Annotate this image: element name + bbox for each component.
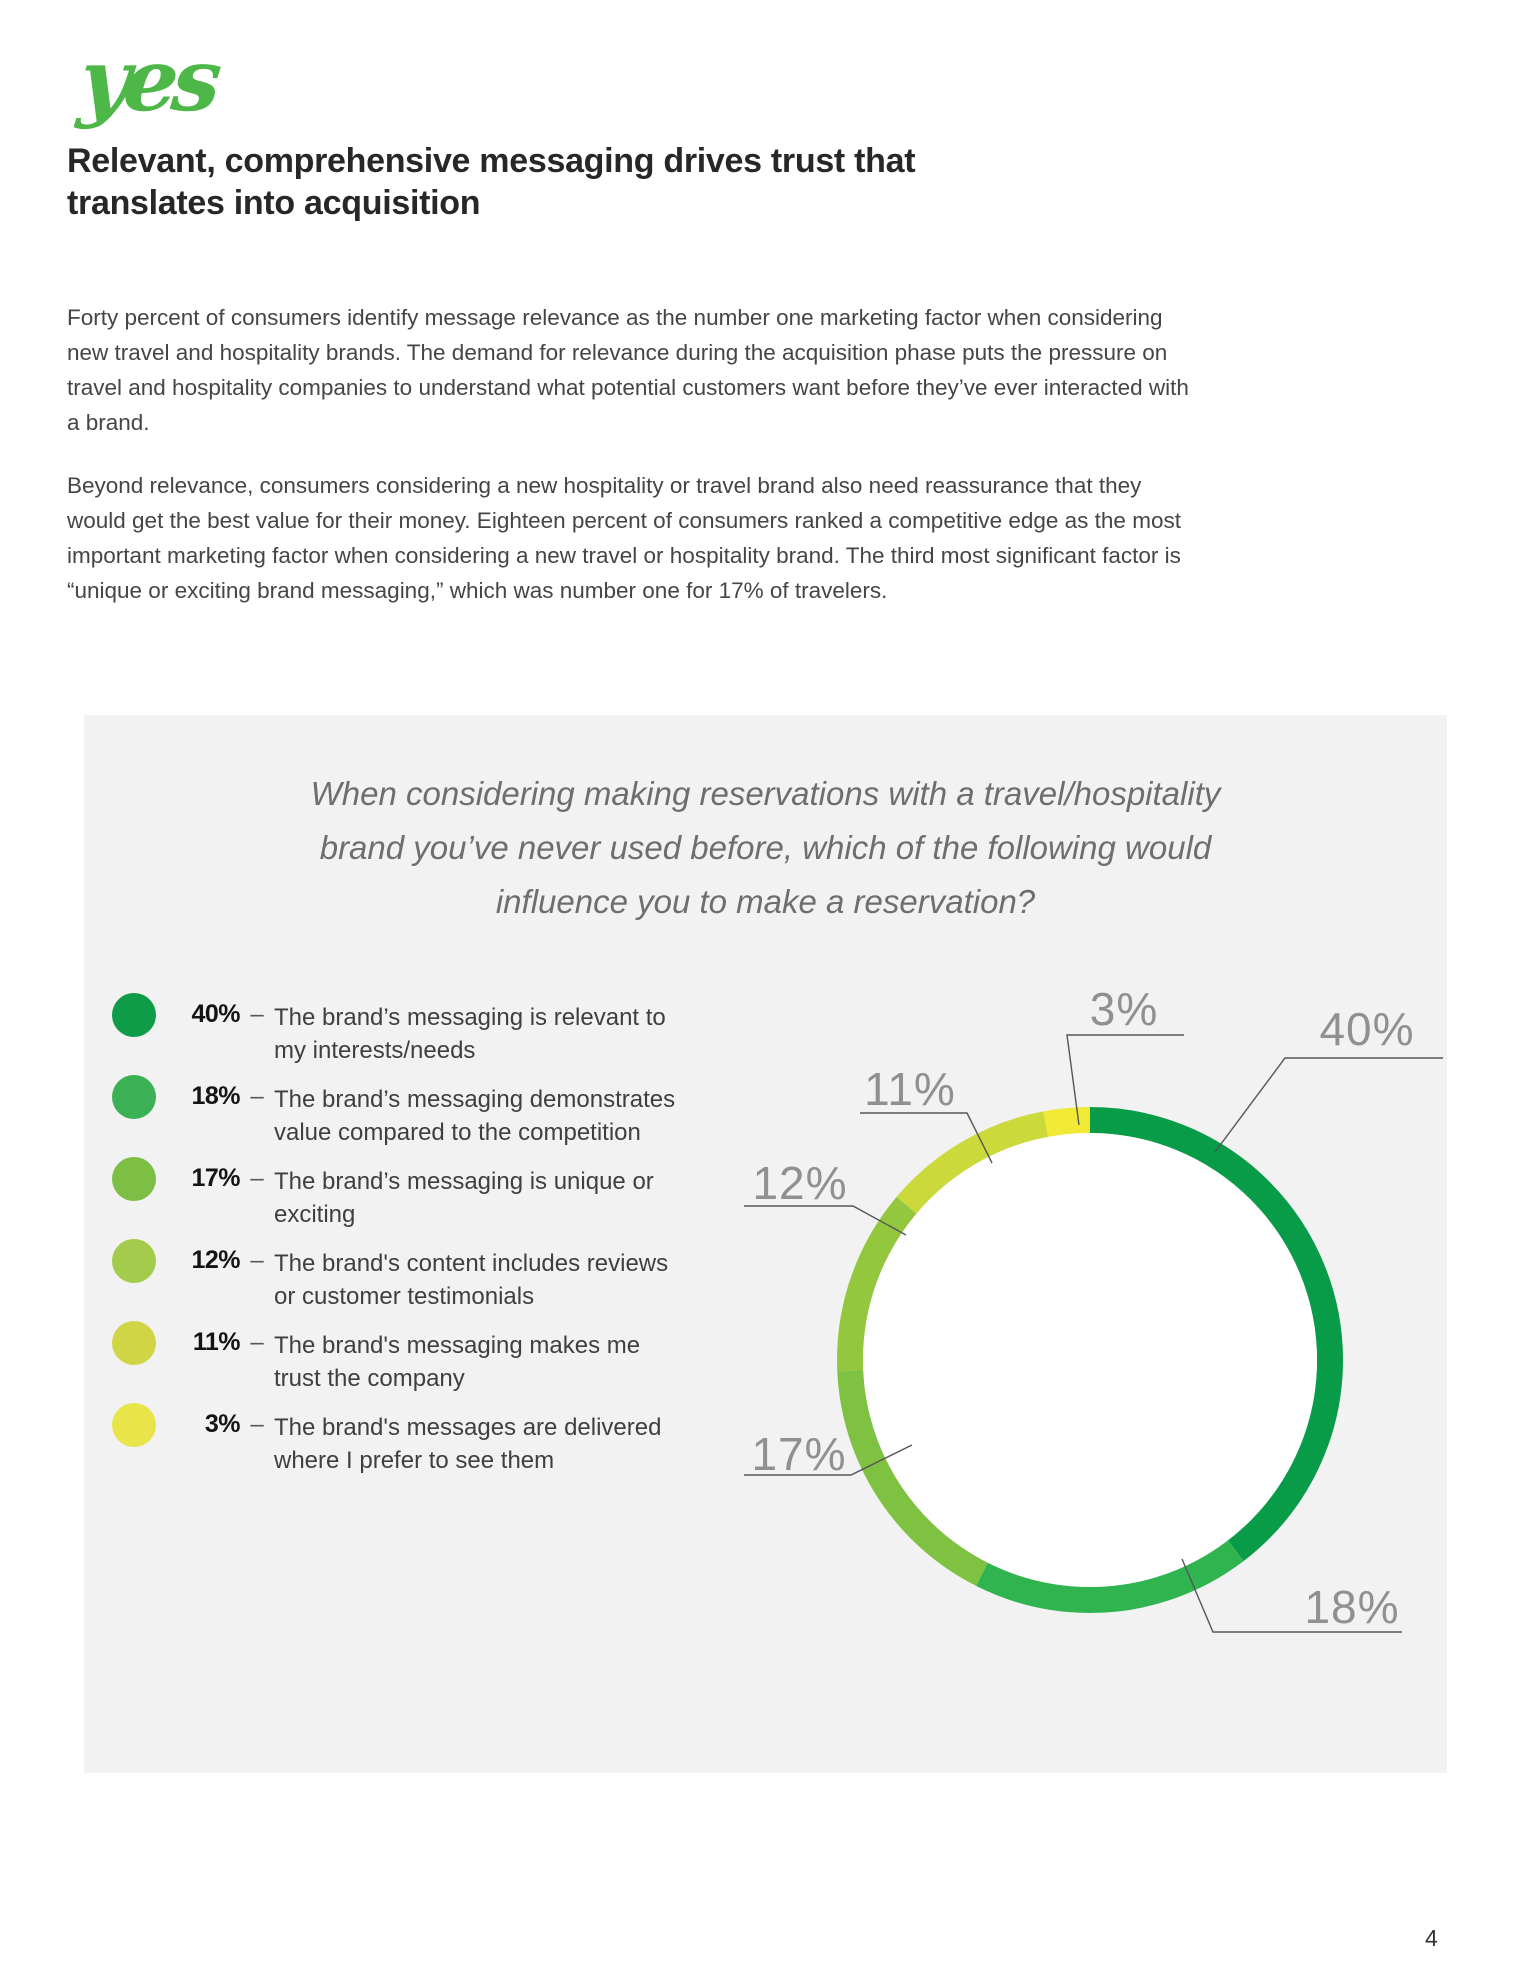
- legend-label: The brand's messaging makes me trust the company: [274, 1332, 641, 1392]
- body-paragraph-1: Forty percent of consumers identify message relevance as the number one marketing factor when considering new travel and hospitality brands. The demand for relevance during the acquisition phase puts the pressure on travel and hospitality companies to understand what potential customers want before they’ve ever interacted with a brand.: [67, 305, 1189, 435]
- callout-label-40: 40%: [1319, 1003, 1415, 1055]
- legend-label: The brand’s messaging is unique or exciting: [274, 1168, 654, 1228]
- legend-label: The brand's content includes reviews or customer testimonials: [274, 1250, 669, 1310]
- legend-percent: 40%: [191, 1000, 240, 1028]
- page-title: Relevant, comprehensive messaging drives trust that translates into acquisition: [67, 142, 916, 222]
- callout-label-3: 3%: [1089, 983, 1159, 1035]
- legend-separator: –: [250, 1329, 264, 1356]
- chart-panel: [84, 715, 1447, 1773]
- donut-chart: [84, 715, 1447, 1773]
- callout-label-18: 18%: [1304, 1581, 1400, 1633]
- body-paragraph-2: Beyond relevance, consumers considering a new hospitality or travel brand also need reassurance that they would get the best value for their money. Eighteen percent of consumers ranked a competitive edge as the most important marketing factor when considering a new travel or hospitality brand. The third most significant factor is “unique or exciting brand messaging,” which was number one for 17% of travelers.: [67, 473, 1181, 603]
- donut-hole: [863, 1133, 1317, 1587]
- legend-label: The brand’s messaging demonstrates value compared to the competition: [274, 1086, 676, 1146]
- legend-percent: 11%: [192, 1328, 240, 1356]
- legend-percent: 3%: [204, 1410, 240, 1438]
- legend-percent: 18%: [191, 1082, 240, 1110]
- legend-label: The brand's messages are delivered where I prefer to see them: [274, 1414, 662, 1474]
- legend-percent: 17%: [191, 1164, 240, 1192]
- legend-percent: 12%: [191, 1246, 240, 1274]
- callout-label-12: 12%: [752, 1157, 848, 1209]
- page-number: 4: [1425, 1925, 1438, 1951]
- leader-line-40: [1215, 1058, 1443, 1152]
- legend-separator: –: [250, 1411, 264, 1438]
- legend-label: The brand’s messaging is relevant to my interests/needs: [274, 1004, 666, 1064]
- chart-question-title: When considering making reservations with a travel/hospitality brand you’ve never used before, which of the following would influence you to make a reservation?: [310, 775, 1221, 920]
- legend-separator: –: [250, 1001, 264, 1028]
- legend-separator: –: [250, 1083, 264, 1110]
- yes-logo: yes: [74, 30, 221, 131]
- legend-separator: –: [250, 1247, 264, 1274]
- callout-label-11: 11%: [864, 1063, 956, 1115]
- callout-label-17: 17%: [751, 1428, 847, 1480]
- legend-separator: –: [250, 1165, 264, 1192]
